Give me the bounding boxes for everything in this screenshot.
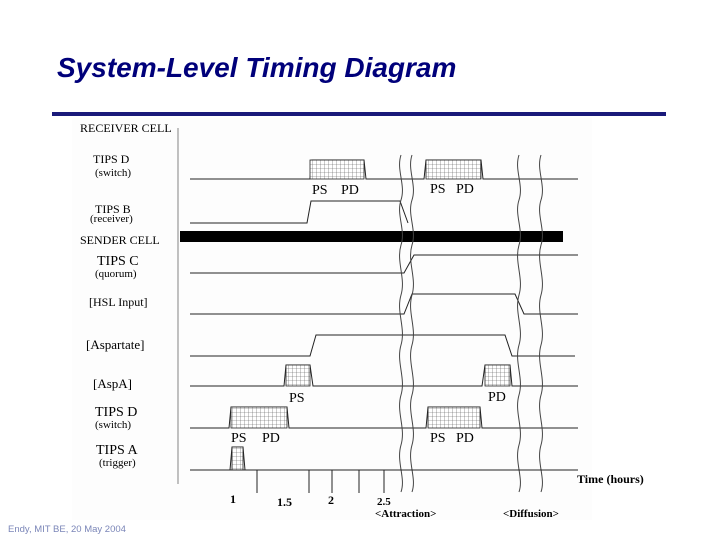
tips-d-receiver-pulse-2 <box>426 160 481 179</box>
tips-d-receiver-label: TIPS D <box>93 152 130 166</box>
tips-d-sender-label: TIPS D <box>95 405 138 420</box>
time-label-2: 2 <box>328 493 334 507</box>
tips-d-receiver-sublabel: (switch) <box>95 167 132 179</box>
pd-marker-2: PD <box>456 182 474 197</box>
sender-cell-header: SENDER CELL <box>80 233 160 247</box>
phase-diffusion-label: <Diffusion> <box>503 508 559 520</box>
aspa-label: [AspA] <box>93 376 132 391</box>
tips-d-sender-sublabel: (switch) <box>95 419 132 431</box>
tips-a-sublabel: (trigger) <box>99 457 136 469</box>
pd-marker-3: PD <box>262 431 280 446</box>
tips-d-receiver-pulse-1 <box>310 160 364 179</box>
tips-c-label: TIPS C <box>97 254 139 269</box>
tips-c-sublabel: (quorum) <box>95 268 137 280</box>
tips-d-sender-pulse-2 <box>428 407 480 428</box>
time-label-1: 1 <box>230 492 236 506</box>
tips-a-pulse <box>232 447 243 470</box>
hsl-input-label: [HSL Input] <box>89 295 148 309</box>
tips-b-label: TIPS B <box>95 202 131 216</box>
pd-marker-1: PD <box>341 183 359 198</box>
time-label-2-5: 2.5 <box>377 496 391 508</box>
ps-marker-3: PS <box>231 431 247 446</box>
ps-marker-1: PS <box>312 183 328 198</box>
ps-marker-4: PS <box>430 431 446 446</box>
tips-a-label: TIPS A <box>96 443 138 458</box>
aspa-pulse-2 <box>485 365 510 386</box>
receiver-cell-header: RECEIVER CELL <box>80 121 172 135</box>
time-label-1-5: 1.5 <box>277 495 292 509</box>
tips-b-sublabel: (receiver) <box>90 213 133 225</box>
time-axis-label: Time (hours) <box>577 472 644 486</box>
tips-d-sender-pulse-1 <box>231 407 287 428</box>
aspartate-label: [Aspartate] <box>86 337 145 352</box>
pd-marker-aspa: PD <box>488 390 506 405</box>
phase-attraction-label: <Attraction> <box>375 508 437 520</box>
slide-footer: Endy, MIT BE, 20 May 2004 <box>8 524 126 535</box>
aspa-pulse-1 <box>286 365 310 386</box>
slide-title: System-Level Timing Diagram <box>57 52 457 83</box>
ps-marker-2: PS <box>430 182 446 197</box>
ps-marker-aspa: PS <box>289 391 305 406</box>
sender-cell-bar <box>180 231 563 242</box>
pd-marker-4: PD <box>456 431 474 446</box>
